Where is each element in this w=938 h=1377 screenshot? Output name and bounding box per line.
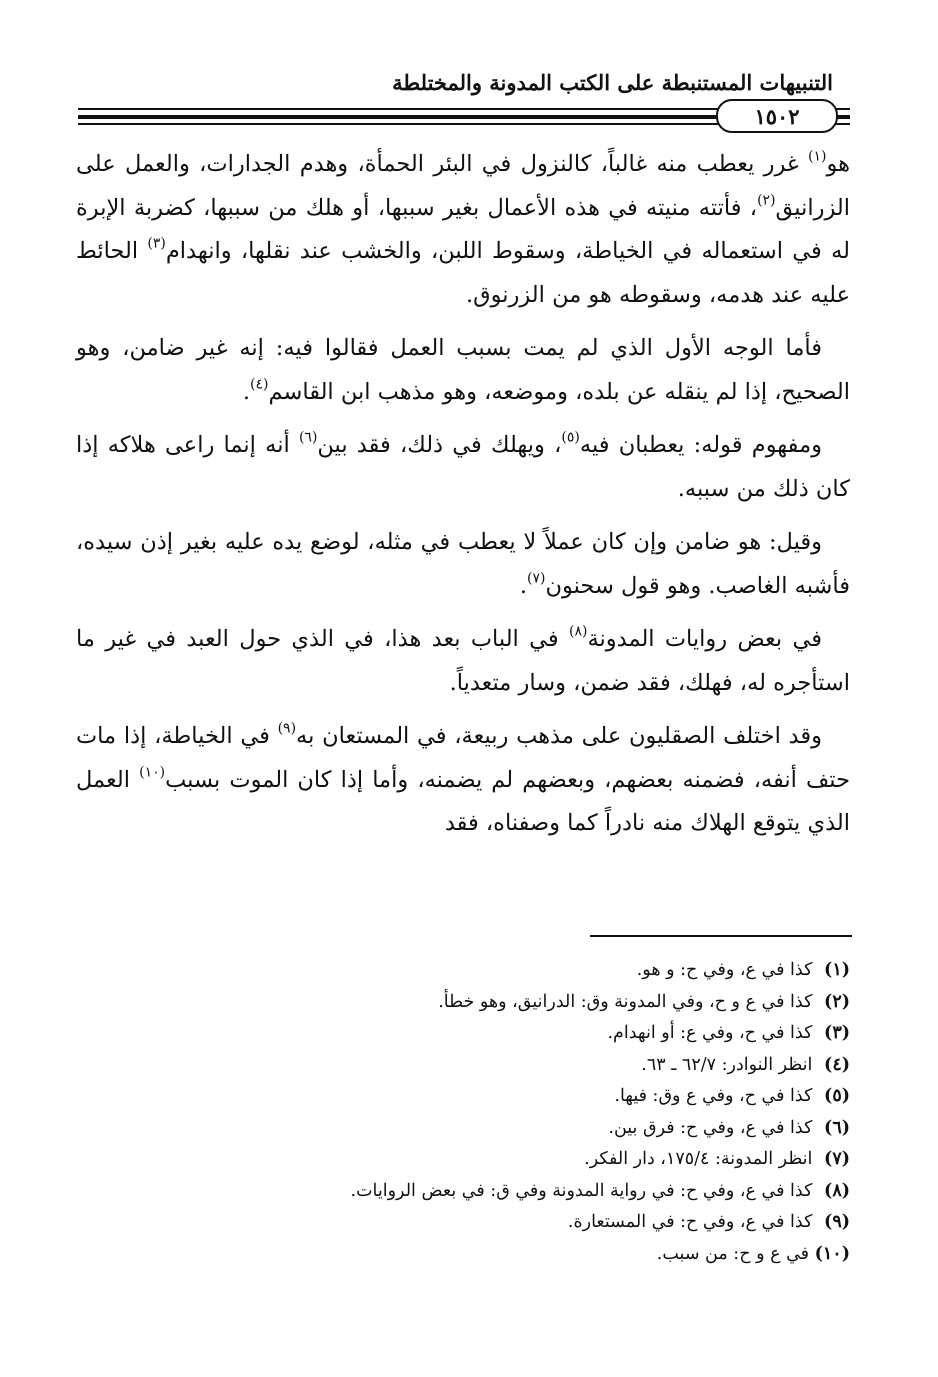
footnote-ref-2: (٢) bbox=[757, 192, 776, 208]
page-number bbox=[716, 99, 838, 133]
text-run: أنه إنما راعى هلاكه إذا كان ذلك من سببه. bbox=[76, 432, 850, 502]
footnote-number: (٣) bbox=[824, 1023, 850, 1043]
footnote-ref-9: (٩) bbox=[277, 720, 297, 737]
footnote-text: كذا في ع، وفي ح: في المستعارة. bbox=[567, 1212, 813, 1232]
footnote-item bbox=[140, 1207, 850, 1239]
text-run: ، فأتته منيته في هذه الأعمال بغير سببها، أو هلك من سببها، كضربة الإبرة له في استعماله في الخياطة، وسقوط اللبن، والخشب عند نقلها، وانهدام bbox=[76, 194, 850, 264]
footnote-text: كذا في ع، وفي ح: فرق بين. bbox=[608, 1117, 813, 1138]
running-header: التنبيهات المستنبطة على الكتب المدونة والمختلطة bbox=[392, 70, 833, 95]
footnote-text: انظر المدونة: ١٧٥/٤، دار الفكر. bbox=[584, 1149, 813, 1169]
footnote-number: (٦) bbox=[824, 1117, 850, 1138]
footnote-ref-5: (٥) bbox=[561, 429, 580, 446]
footnote-item bbox=[140, 987, 850, 1019]
paragraph-6 bbox=[76, 715, 850, 846]
text-run: في الخياطة، إذا مات حتف أنفه، فضمنه بعضهم، وبعضهم لم يضمنه، وأما إذا كان الموت بسبب bbox=[76, 723, 850, 793]
footnote-item bbox=[140, 1239, 850, 1271]
footnote-text: كذا في ع، وفي ح: و هو. bbox=[636, 960, 813, 980]
footnote-ref-4: (٤) bbox=[250, 376, 269, 392]
footnote-number: (٩) bbox=[824, 1212, 850, 1232]
paragraph-4 bbox=[76, 521, 850, 608]
footnote-text: كذا في ح، وفي ع: أو انهدام. bbox=[607, 1023, 813, 1043]
text-run: . bbox=[242, 378, 251, 405]
footnote-item bbox=[140, 1144, 850, 1176]
footnote-number: (١٠) bbox=[814, 1243, 850, 1264]
footnotes-list bbox=[140, 955, 850, 1270]
text-run: الحائط عليه عند هدمه، وسقوطه هو من الزرنوق. bbox=[76, 238, 850, 308]
footnote-item bbox=[140, 1050, 850, 1082]
footnote-number: (٢) bbox=[824, 991, 850, 1012]
paragraph-1 bbox=[76, 143, 850, 317]
text-run: في الباب بعد هذا، في الذي حول العبد في غير ما استأجره له، فهلك، فقد ضمن، وسار متعدياً. bbox=[76, 626, 850, 696]
footnote-ref-1: (١) bbox=[808, 148, 827, 165]
text-run: العمل الذي يتوقع الهلاك منه نادراً كما وصفناه، فقد bbox=[76, 766, 850, 836]
footnote-number: (٨) bbox=[824, 1180, 850, 1201]
footnote-item bbox=[140, 1018, 850, 1050]
footnote-item bbox=[140, 955, 850, 987]
footnote-text: في ع و ح: من سبب. bbox=[656, 1243, 810, 1264]
footnote-item bbox=[140, 1176, 850, 1208]
footnote-number: (١) bbox=[824, 960, 850, 980]
footnote-separator bbox=[590, 935, 852, 937]
footnote-text: كذا في ع، وفي ح: في رواية المدونة وفي ق: في بعض الروايات. bbox=[350, 1180, 813, 1201]
text-run: وقيل: هو ضامن وإن كان عملاً لا يعطب في مثله، لوضع يده عليه بغير إذن سيده، فأشبه الغاصب. وهو قول سحنون bbox=[76, 529, 850, 599]
footnote-ref-3: (٣) bbox=[147, 235, 166, 252]
text-run: غرر يعطب منه غالباً، كالنزول في البئر الحمأة، وهدم الجدارات، والعمل على الزرانيق bbox=[76, 151, 850, 221]
footnote-number: (٧) bbox=[824, 1149, 850, 1169]
text-run: فأما الوجه الأول الذي لم يمت بسبب العمل فقالوا فيه: إنه غير ضامن، وهو الصحيح، إذا لم ينقله عن بلده، وموضعه، وهو مذهب ابن القاسم bbox=[76, 335, 850, 405]
footnote-text: كذا في ح، وفي ع وق: فيها. bbox=[614, 1086, 813, 1106]
footnote-number: (٥) bbox=[824, 1086, 850, 1106]
paragraph-5 bbox=[76, 618, 850, 705]
footnote-ref-10: (١٠) bbox=[139, 764, 166, 780]
text-run: وقد اختلف الصقليون على مذهب ربيعة، في المستعان به bbox=[296, 723, 822, 749]
main-text bbox=[76, 143, 850, 856]
text-run: ، ويهلك في ذلك، فقد بين bbox=[317, 432, 562, 458]
footnote-number: (٤) bbox=[824, 1054, 850, 1075]
page-number-text: ١٥٠٢ bbox=[754, 103, 800, 129]
text-run: ومفهوم قوله: يعطبان فيه bbox=[579, 432, 822, 458]
footnote-item bbox=[140, 1113, 850, 1145]
footnote-text: كذا في ع و ح، وفي المدونة وق: الدرانيق، وهو خطأ. bbox=[438, 991, 813, 1012]
paragraph-2 bbox=[76, 327, 850, 414]
text-run: هو bbox=[826, 151, 850, 177]
footnote-text: انظر النوادر: ٦٢/٧ ـ ٦٣. bbox=[641, 1054, 813, 1075]
footnote-ref-6: (٦) bbox=[298, 429, 318, 446]
text-run: . bbox=[519, 572, 528, 599]
footnote-ref-8: (٨) bbox=[568, 623, 588, 640]
text-run: في بعض روايات المدونة bbox=[587, 626, 822, 652]
footnote-item bbox=[140, 1081, 850, 1113]
footnote-ref-7: (٧) bbox=[527, 570, 546, 586]
paragraph-3 bbox=[76, 424, 850, 511]
